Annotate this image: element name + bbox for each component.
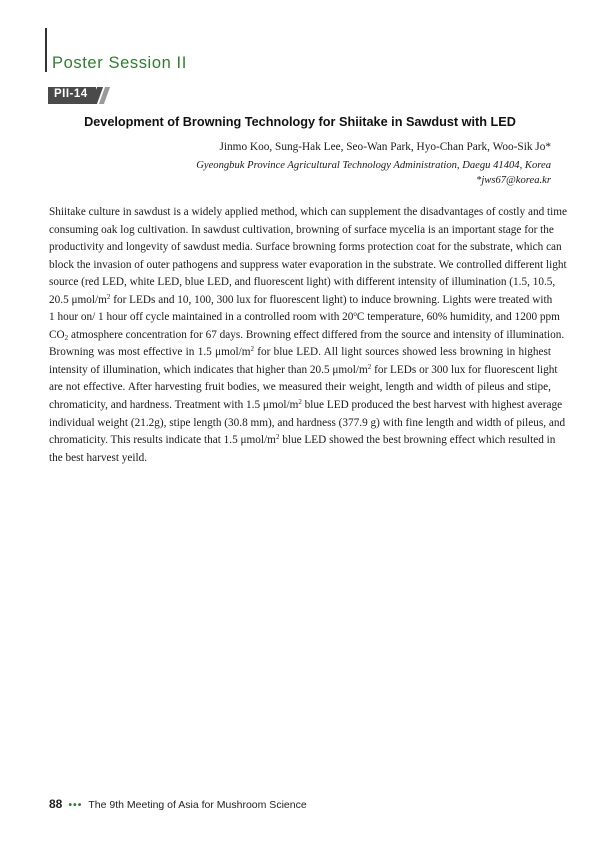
abstract-line: $CO_2$ atmosphere concentration for 67 days. Browning effect differed from the source and intensity of illumination. <box>49 328 565 342</box>
abstract-line: source (red LED, white LED, blue LED, and fluorescent light) with different intensity of illumination (1.5, 10.5, <box>49 276 556 289</box>
abstract-line: 1 hour on/ 1 hour off cycle maintained in a controlled room with 20$^o$C temperature, 60% humidity, and 1200 ppm <box>49 310 560 324</box>
abstract-line: productivity and longevity of sawdust media. Surface browning forms protection coat for the substrate, which can <box>49 241 562 254</box>
abstract-line: 20.5 μmol/$m^2$ for LEDs and 10, 100, 300 lux for fluorescent light) to induce browning. Lights were treated with <box>49 292 553 306</box>
abstract-line: individual weight (21.2g), stipe length (30.8 mm), and hardness (377.9 g) with fine length and width of pileus, and <box>49 416 566 429</box>
affiliation: Gyeongbuk Province Agricultural Technology Administration, Daegu 41404, Korea <box>196 160 551 171</box>
authors: Jinmo Koo, Sung-Hak Lee, Seo-Wan Park, Hyo-Chan Park, Woo-Sik Jo* <box>219 141 551 153</box>
session-title: Poster Session II <box>52 54 187 72</box>
paper-title: Development of Browning Technology for Shiitake in Sawdust with LED <box>84 115 516 129</box>
abstract-line: consuming oak log cultivation. In sawdust cultivation, browning of surface mycelia is an important stage for the <box>49 223 554 236</box>
email: *jws67@korea.kr <box>476 175 551 186</box>
abstract-line: intensity of illumination, which indicates that higher than 20.5 μmol/$m^2$ for LEDs or 300 lux for fluorescent light <box>49 362 558 376</box>
abstract-line: Browning was most effective in 1.5 μmol/$m^2$ for blue LED. All light sources showed less browning in highest <box>49 345 551 359</box>
abstract-line: chromaticity, and hardness. Treatment with 1.5 μmol/$m^2$ blue LED produced the best harvest with highest average <box>49 398 563 412</box>
tag-label: PII-14 <box>54 88 88 100</box>
meeting-name: The 9th Meeting of Asia for Mushroom Science <box>88 799 307 811</box>
abstract-line: the best harvest yeild. <box>49 451 148 464</box>
header-rule <box>45 28 47 72</box>
abstract-line: Shiitake culture in sawdust is a widely applied method, which can supplement the disadvantages of costly and time <box>49 206 568 218</box>
poster-tag <box>48 87 108 104</box>
abstract-line: block the invasion of outer pathogens and suppress water evaporation in the substrate. We controlled different light <box>49 258 567 271</box>
page-number: 88 <box>49 797 63 811</box>
footer-dots: ••• <box>68 799 83 811</box>
page-footer <box>49 797 307 811</box>
abstract <box>49 204 568 467</box>
abstract-line: chromaticity. This results indicate that 1.5 μmol/$m^2$ blue LED showed the best browning effect which resulted in <box>49 433 556 447</box>
abstract-line: are not effective. After harvesting fruit bodies, we measured their weight, length and width of pileus and stipe, <box>49 381 551 394</box>
